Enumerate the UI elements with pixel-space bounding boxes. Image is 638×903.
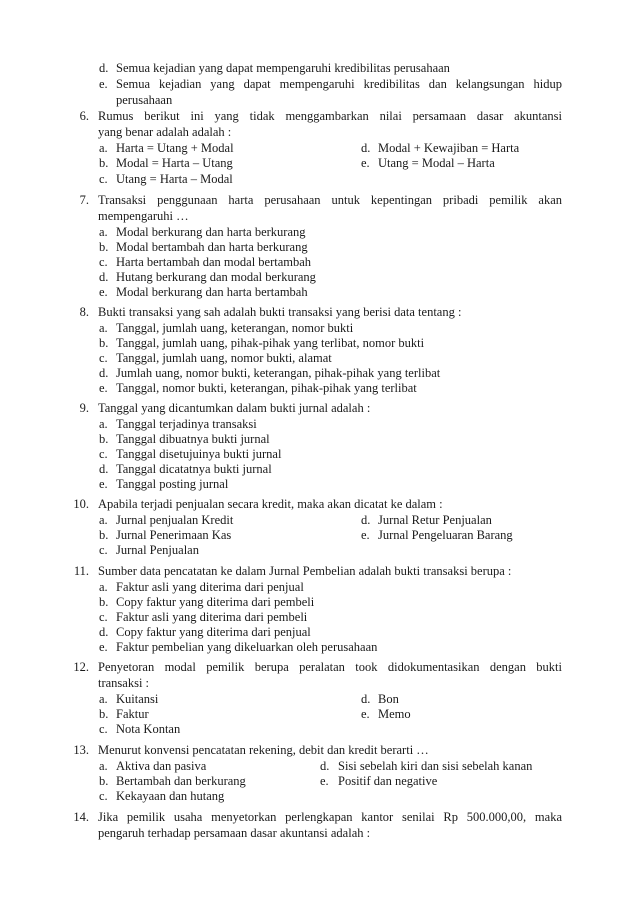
option-letter: e. [99,381,108,395]
option-letter: e. [99,477,108,491]
option-letter: b. [99,774,109,788]
option-text: Nota Kontan [116,722,181,736]
option-text: Tanggal dicatatnya bukti jurnal [116,462,272,476]
option-letter: b. [99,156,109,170]
question-stem: yang benar adalah adalah : [98,125,232,139]
option-text: Bon [378,692,399,706]
option-letter: a. [99,759,108,773]
question-stem: Apabila terjadi penjualan secara kredit, maka akan dicatat ke dalam : [98,497,443,511]
option-letter: e. [361,156,370,170]
option-text: Harta bertambah dan modal bertambah [116,255,312,269]
question-stem: Menurut konvensi pencatatan rekening, debit dan kredit berarti … [98,743,429,757]
option-text: Modal berkurang dan harta bertambah [116,285,308,299]
option-letter: d. [361,692,371,706]
option-letter: e. [361,528,370,542]
option-text: Modal bertambah dan harta berkurang [116,240,308,254]
option-letter: c. [99,610,108,624]
question-stem: Sumber data pencatatan ke dalam Jurnal Pembelian adalah bukti transaksi berupa : [98,564,512,578]
option-letter: c. [99,543,108,557]
option-text: Semua kejadian yang dapat mempengaruhi kredibilitas dan kelangsungan hidup [116,77,562,91]
option-text: Tanggal, jumlah uang, pihak-pihak yang terlibat, nomor bukti [116,336,425,350]
option-text: Faktur asli yang diterima dari penjual [116,580,304,594]
option-letter: a. [99,141,108,155]
option-text: Utang = Harta – Modal [116,172,233,186]
option-text: Copy faktur yang diterima dari pembeli [116,595,315,609]
option-letter: b. [99,528,109,542]
option-text: Semua kejadian yang dapat mempengaruhi kredibilitas perusahaan [116,61,450,75]
option-letter: e. [99,285,108,299]
option-text: Positif dan negative [338,774,438,788]
option-text: Hutang berkurang dan modal berkurang [116,270,316,284]
option-letter: c. [99,172,108,186]
option-text: Modal = Harta – Utang [116,156,233,170]
option-letter: d. [320,759,330,773]
option-text: Aktiva dan pasiva [116,759,207,773]
option-letter: d. [99,625,109,639]
option-letter: c. [99,351,108,365]
question-stem: Transaksi penggunaan harta perusahaan untuk kepentingan pribadi pemilik akan [98,193,562,207]
option-text: Jurnal Pengeluaran Barang [378,528,513,542]
option-letter: a. [99,321,108,335]
question-stem: pengaruh terhadap persamaan dasar akuntansi adalah : [98,826,371,840]
option-text: Tanggal, jumlah uang, keterangan, nomor bukti [116,321,354,335]
option-letter: b. [99,432,109,446]
option-text: Faktur pembelian yang dikeluarkan oleh perusahaan [116,640,378,654]
option-text: Tanggal, nomor bukti, keterangan, pihak-pihak yang terlibat [116,381,417,395]
option-text: Faktur [116,707,149,721]
option-text: Kekayaan dan hutang [116,789,225,803]
option-letter: c. [99,722,108,736]
option-text: Utang = Modal – Harta [378,156,495,170]
question-stem: Tanggal yang dicantumkan dalam bukti jurnal adalah : [98,401,371,415]
question-number: 9. [79,401,89,415]
option-letter: d. [99,61,109,75]
option-text: Jumlah uang, nomor bukti, keterangan, pihak-pihak yang terlibat [116,366,441,380]
option-text: Jurnal Penerimaan Kas [116,528,232,542]
option-letter: a. [99,225,108,239]
question-stem: Penyetoran modal pemilik berupa peralatan took didokumentasikan dengan bukti [98,660,562,674]
option-text: Modal berkurang dan harta berkurang [116,225,306,239]
option-letter: e. [361,707,370,721]
option-text: Modal + Kewajiban = Harta [378,141,520,155]
option-text: Kuitansi [116,692,159,706]
option-letter: e. [99,640,108,654]
option-text: Bertambah dan berkurang [116,774,246,788]
option-text: Tanggal, jumlah uang, nomor bukti, alamat [116,351,332,365]
option-letter: d. [99,270,109,284]
option-text: Memo [378,707,411,721]
question-number: 7. [79,193,89,207]
option-letter: b. [99,595,109,609]
option-letter: a. [99,417,108,431]
option-text: Jurnal Retur Penjualan [378,513,492,527]
question-stem: transaksi : [98,676,150,690]
option-letter: b. [99,336,109,350]
option-letter: d. [99,462,109,476]
question-number: 8. [79,305,89,319]
option-letter: e. [99,77,108,91]
option-letter: c. [99,255,108,269]
option-letter: d. [99,366,109,380]
option-letter: a. [99,513,108,527]
question-stem: Rumus berikut ini yang tidak menggambarkan nilai persamaan dasar akuntansi [98,109,562,123]
option-letter: e. [320,774,329,788]
option-text: Jurnal Penjualan [116,543,199,557]
option-text: Copy faktur yang diterima dari penjual [116,625,311,639]
option-letter: d. [361,513,371,527]
question-number: 11. [73,564,89,578]
option-text: Jurnal penjualan Kredit [116,513,234,527]
option-letter: c. [99,789,108,803]
option-text: Tanggal terjadinya transaksi [116,417,257,431]
option-text: Faktur asli yang diterima dari pembeli [116,610,308,624]
option-letter: c. [99,447,108,461]
question-number: 10. [73,497,89,511]
question-number: 14. [73,810,89,824]
option-text: Tanggal disetujuinya bukti jurnal [116,447,282,461]
option-letter: a. [99,692,108,706]
option-text: perusahaan [116,93,173,107]
option-letter: d. [361,141,371,155]
option-letter: a. [99,580,108,594]
question-number: 12. [73,660,89,674]
option-text: Tanggal posting jurnal [116,477,229,491]
option-letter: b. [99,707,109,721]
question-stem: Bukti transaksi yang sah adalah bukti transaksi yang berisi data tentang : [98,305,462,319]
option-text: Sisi sebelah kiri dan sisi sebelah kanan [338,759,533,773]
question-stem: Jika pemilik usaha menyetorkan perlengkapan kantor senilai Rp 500.000,00, maka [98,810,562,824]
question-number: 6. [79,109,89,123]
option-letter: b. [99,240,109,254]
question-number: 13. [73,743,89,757]
option-text: Harta = Utang + Modal [116,141,234,155]
option-text: Tanggal dibuatnya bukti jurnal [116,432,270,446]
question-stem: mempengaruhi … [98,209,189,223]
